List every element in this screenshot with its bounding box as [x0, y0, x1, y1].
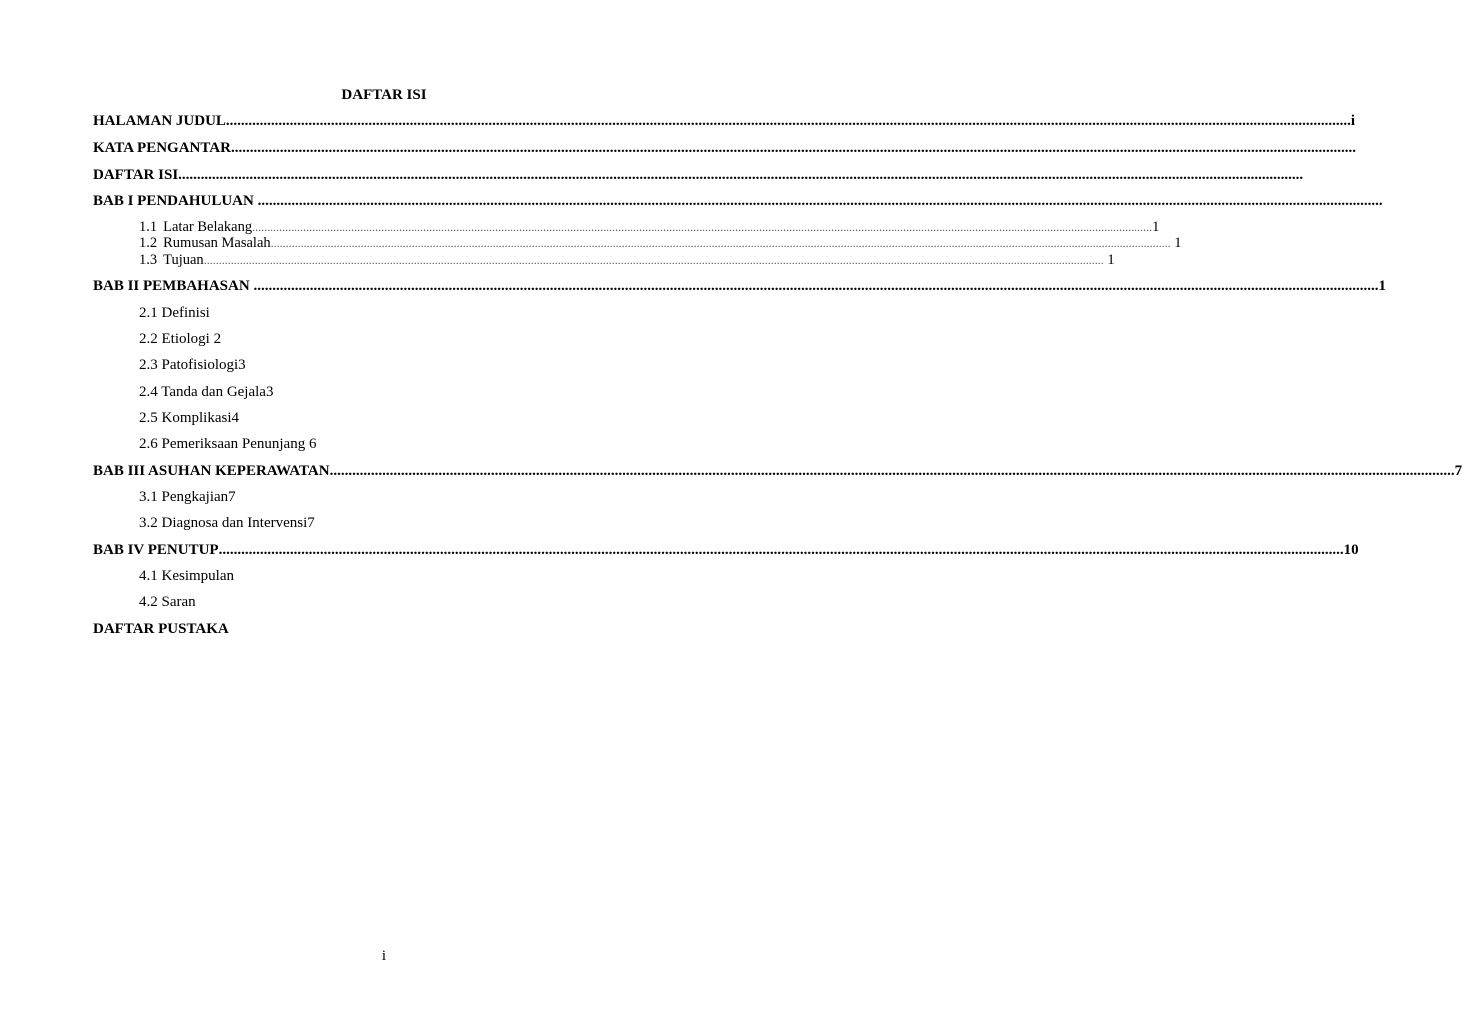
toc-entry-2-2[interactable]	[139, 330, 221, 348]
toc-label: BAB IV PENUTUP	[93, 542, 219, 558]
toc-label: 4.2 Saran	[139, 594, 196, 610]
toc-label: 2.6 Pemeriksaan Penunjang 6	[139, 436, 317, 452]
toc-label: 2.2 Etiologi 2	[139, 331, 222, 347]
leader-dots: ............................................................................................................................................................................................................................................................................................................	[270, 236, 1171, 250]
toc-page-number: 7	[1454, 463, 1462, 479]
toc-section-number: 1.3	[139, 252, 158, 268]
toc-page-number: 1	[1103, 252, 1115, 268]
toc-label: Latar Belakang	[163, 219, 253, 235]
leader-dots: ............................................................................................................................................................................................................................................................................................................	[329, 463, 1455, 479]
toc-entry-4-2[interactable]	[139, 593, 196, 611]
toc-label: DAFTAR PUSTAKA	[93, 621, 229, 637]
leader-dots: ............................................................................................................................................................................................................................................................................................................	[218, 542, 1344, 558]
toc-entry-bab-3[interactable]	[93, 462, 1462, 480]
toc-label: 2.3 Patofisiologi3	[139, 357, 246, 373]
footer-page-number: i	[381, 948, 387, 964]
toc-page-number: i	[1350, 113, 1356, 129]
toc-label: KATA PENGANTAR	[93, 140, 231, 156]
leader-dots: ............................................................................................................................................................................................................................................................................................................	[257, 193, 1383, 209]
toc-section-number: 1.2	[139, 235, 158, 251]
toc-entry-bab-1[interactable]	[93, 192, 1383, 210]
toc-entry-2-5[interactable]	[139, 409, 239, 427]
toc-label: DAFTAR ISI	[93, 167, 179, 183]
leader-dots: ............................................................................................................................................................................................................................................................................................................	[253, 278, 1379, 294]
toc-entry-2-1[interactable]	[139, 304, 210, 322]
toc-section-number: 1.1	[139, 219, 158, 235]
leader-dots: ............................................................................................................................................................................................................................................................................................................	[178, 167, 1304, 183]
leader-dots: ............................................................................................................................................................................................................................................................................................................	[203, 253, 1104, 267]
toc-label: 2.1 Definisi	[139, 305, 210, 321]
toc-label: 2.4 Tanda dan Gejala3	[139, 384, 274, 400]
toc-page-number: 1	[1152, 219, 1160, 235]
toc-entry-2-3[interactable]	[139, 356, 246, 374]
toc-entry-kata-pengantar[interactable]	[93, 139, 1356, 157]
toc-entry-bab-2[interactable]	[93, 277, 1386, 295]
toc-label: 3.1 Pengkajian7	[139, 489, 236, 505]
leader-dots: ............................................................................................................................................................................................................................................................................................................	[252, 220, 1153, 234]
toc-entry-1-1[interactable]	[139, 219, 1160, 235]
toc-entry-daftar-isi[interactable]	[93, 166, 1304, 184]
toc-entry-3-2[interactable]	[139, 514, 315, 532]
toc-entry-bab-4[interactable]	[93, 541, 1359, 559]
toc-entry-halaman-judul[interactable]	[93, 112, 1356, 130]
toc-label: Tujuan	[163, 252, 204, 268]
toc-label: BAB III ASUHAN KEPERAWATAN	[93, 463, 330, 479]
toc-label: BAB I PENDAHULUAN	[93, 193, 258, 209]
toc-page-number: 1	[1170, 235, 1182, 251]
toc-label: Rumusan Masalah	[163, 235, 271, 251]
toc-page-number: 10	[1343, 542, 1359, 558]
leader-dots: ............................................................................................................................................................................................................................................................................................................	[230, 140, 1356, 156]
toc-label: 4.1 Kesimpulan	[139, 568, 234, 584]
toc-entry-4-1[interactable]	[139, 567, 234, 585]
toc-page-number: 1	[1378, 278, 1386, 294]
toc-label: HALAMAN JUDUL	[93, 113, 226, 129]
toc-label: 2.5 Komplikasi4	[139, 410, 239, 426]
toc-entry-1-2[interactable]	[139, 235, 1182, 251]
toc-entry-daftar-pustaka[interactable]	[93, 620, 641, 638]
toc-label: 3.2 Diagnosa dan Intervensi7	[139, 515, 315, 531]
toc-entry-1-3[interactable]	[139, 252, 1115, 268]
page-title: DAFTAR ISI	[341, 87, 427, 103]
toc-entry-2-6[interactable]	[139, 435, 316, 453]
leader-dots: ............................................................................................................................................................................................................................................................................................................	[225, 113, 1351, 129]
toc-entry-2-4[interactable]	[139, 383, 273, 401]
toc-label: BAB II PEMBAHASAN	[93, 278, 254, 294]
toc-entry-3-1[interactable]	[139, 488, 236, 506]
